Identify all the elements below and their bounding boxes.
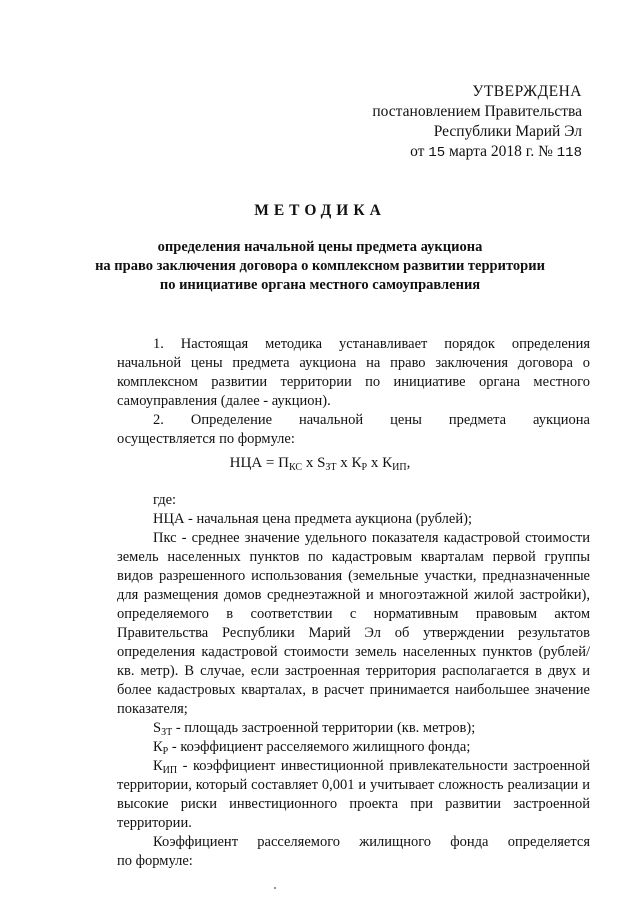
approval-month-year: марта 2018 г. № — [449, 143, 553, 160]
approval-date-prefix: от — [410, 143, 425, 160]
where-label: где: — [153, 492, 177, 508]
paragraph-2-line-1: 2. Определение начальной цены предмета аукциона — [153, 412, 590, 428]
approval-line-1: постановлением Правительства — [372, 103, 582, 120]
approval-number: 118 — [556, 145, 582, 161]
intro-block — [117, 335, 590, 449]
subtitle-line-3: по инициативе органа местного самоуправления — [159, 277, 481, 293]
paragraph-2-line-2: осуществляется по формуле: — [117, 431, 295, 447]
subtitle-line-1: определения начальной цены предмета аукциона — [157, 239, 483, 255]
definition-nca: НЦА - начальная цена предмета аукциона (рублей); — [153, 511, 472, 527]
definition-kr: $К_Р$ - коэффициент расселяемого жилищного фонда; — [153, 739, 471, 757]
subtitle-line-2: на право заключения договора о комплексном развитии территории — [95, 258, 545, 274]
definitions-block — [117, 491, 590, 871]
approval-day: 15 — [428, 145, 446, 161]
price-formula: НЦА = $П_{КС}$ х $S_{ЗТ}$ х $К_Р$ х $К_{ИП}$, — [229, 455, 411, 473]
definition-pks: Пкс - среднее значение удельного показателя кадастровой стоимости земель населенных пунктов по кадастровым кварталам первой группы видов разрешенного использования (земельные участки, предназначенные для размещения домов среднеэтажной и многоэтажной жилой застройки), определяемого в соответствии с нормативным правовым актом Правительства Республики Марий Эл об утверждении результатов определения кадастровой стоимости земель населенных пунктов (рублей/кв. метр). В случае, если застроенная территория располагается в двух и более кадастровых кварталах, в расчет принимается наибольшее значение показателя; — [117, 530, 590, 717]
approval-line-2: Республики Марий Эл — [433, 123, 582, 140]
closing-line-1: Коэффициент расселяемого жилищного фонда определяется — [153, 834, 590, 850]
approval-title: УТВЕРЖДЕНА — [472, 83, 582, 100]
definition-kip: $К_{ИП}$ - коэффициент инвестиционной привлекательности застроенной территории, который составляет 0,001 и учитывает сложность реализации и высокие риски инвестиционного проекта при развитии застроенной территории. — [117, 758, 590, 831]
approval-date — [322, 142, 582, 163]
closing-line-2: по формуле: — [117, 853, 193, 869]
paragraph-1: 1. Настоящая методика устанавливает порядок определения начальной цены предмета аукциона на право заключения договора о комплексном развитии территории по инициативе органа местного самоуправления (далее - аукцион). — [117, 336, 590, 409]
scan-speck — [274, 887, 276, 889]
document-title: МЕТОДИКА — [254, 202, 386, 219]
document-subtitle — [40, 238, 600, 295]
definition-szt: $S_{ЗТ}$ - площадь застроенной территории (кв. метров); — [153, 720, 476, 738]
approval-stamp — [322, 82, 582, 163]
